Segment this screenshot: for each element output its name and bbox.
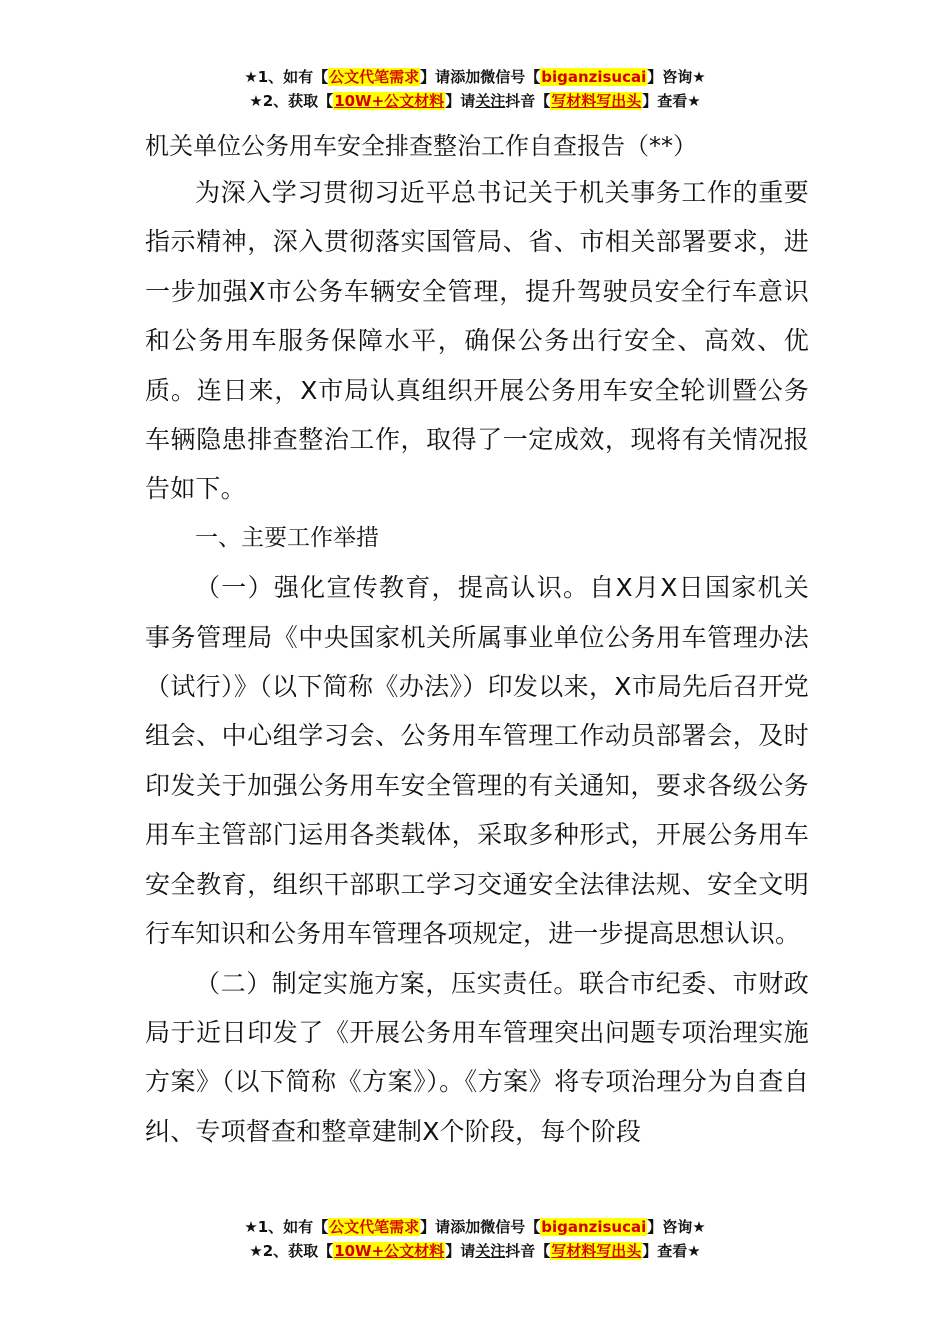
douyin-id: 写材料写出头 bbox=[551, 92, 642, 110]
promo-highlight: 10W+公文材料 bbox=[334, 1242, 445, 1260]
document-title: 机关单位公务用车安全排查整治工作自查报告（**） bbox=[145, 132, 697, 160]
promo-line-1: ★1、如有【公文代笔需求】请添加微信号【biganzisucai】咨询★ bbox=[244, 68, 706, 86]
wechat-id: biganzisucai bbox=[541, 1218, 647, 1236]
promo-line-2: ★2、获取【10W+公文材料】请关注抖音【写材料写出头】查看★ bbox=[249, 92, 701, 110]
promo-line-1: ★1、如有【公文代笔需求】请添加微信号【biganzisucai】咨询★ bbox=[244, 1218, 706, 1236]
paragraph-1: （一）强化宣传教育，提高认识。自X月X日国家机关事务管理局《中央国家机关所属事业单位公务用车管理办法（试行）》（以下简称《办法》）印发以来，X市局先后召开党组会、中心组学习会、公务用车管理工作动员部署会，及时印发关于加强公务用车安全管理的有关通知，要求各级公务用车主管部门运用各类载体，采取多种形式，开展公务用车安全教育，组织干部职工学习交通安全法律法规、安全文明行车知识和公务用车管理各项规定，进一步提高思想认识。 bbox=[145, 573, 809, 949]
promo-line-2: ★2、获取【10W+公文材料】请关注抖音【写材料写出头】查看★ bbox=[249, 1242, 701, 1260]
wechat-id: biganzisucai bbox=[541, 68, 647, 86]
intro-paragraph: 为深入学习贯彻习近平总书记关于机关事务工作的重要指示精神，深入贯彻落实国管局、省、市相关部署要求，进一步加强X市公务车辆安全管理，提升驾驶员安全行车意识和公务用车服务保障水平，确保公务出行安全、高效、优质。连日来，X市局认真组织开展公务用车安全轮训暨公务车辆隐患排查整治工作，取得了一定成效，现将有关情况报告如下。 bbox=[145, 178, 809, 504]
paragraph-2: （二）制定实施方案，压实责任。联合市纪委、市财政局于近日印发了《开展公务用车管理突出问题专项治理实施方案》（以下简称《方案》）。《方案》将专项治理分为自查自纠、专项督查和整章建制X个阶段，每个阶段 bbox=[145, 968, 809, 1146]
document-body bbox=[145, 124, 809, 1156]
section-heading: 一、主要工作举措 bbox=[195, 524, 379, 551]
promo-highlight: 公文代笔需求 bbox=[329, 1218, 420, 1236]
promo-highlight: 10W+公文材料 bbox=[334, 92, 445, 110]
douyin-id: 写材料写出头 bbox=[551, 1242, 642, 1260]
promo-highlight: 公文代笔需求 bbox=[329, 68, 420, 86]
promo-banner-bottom bbox=[0, 1216, 950, 1264]
promo-banner-top bbox=[0, 66, 950, 114]
